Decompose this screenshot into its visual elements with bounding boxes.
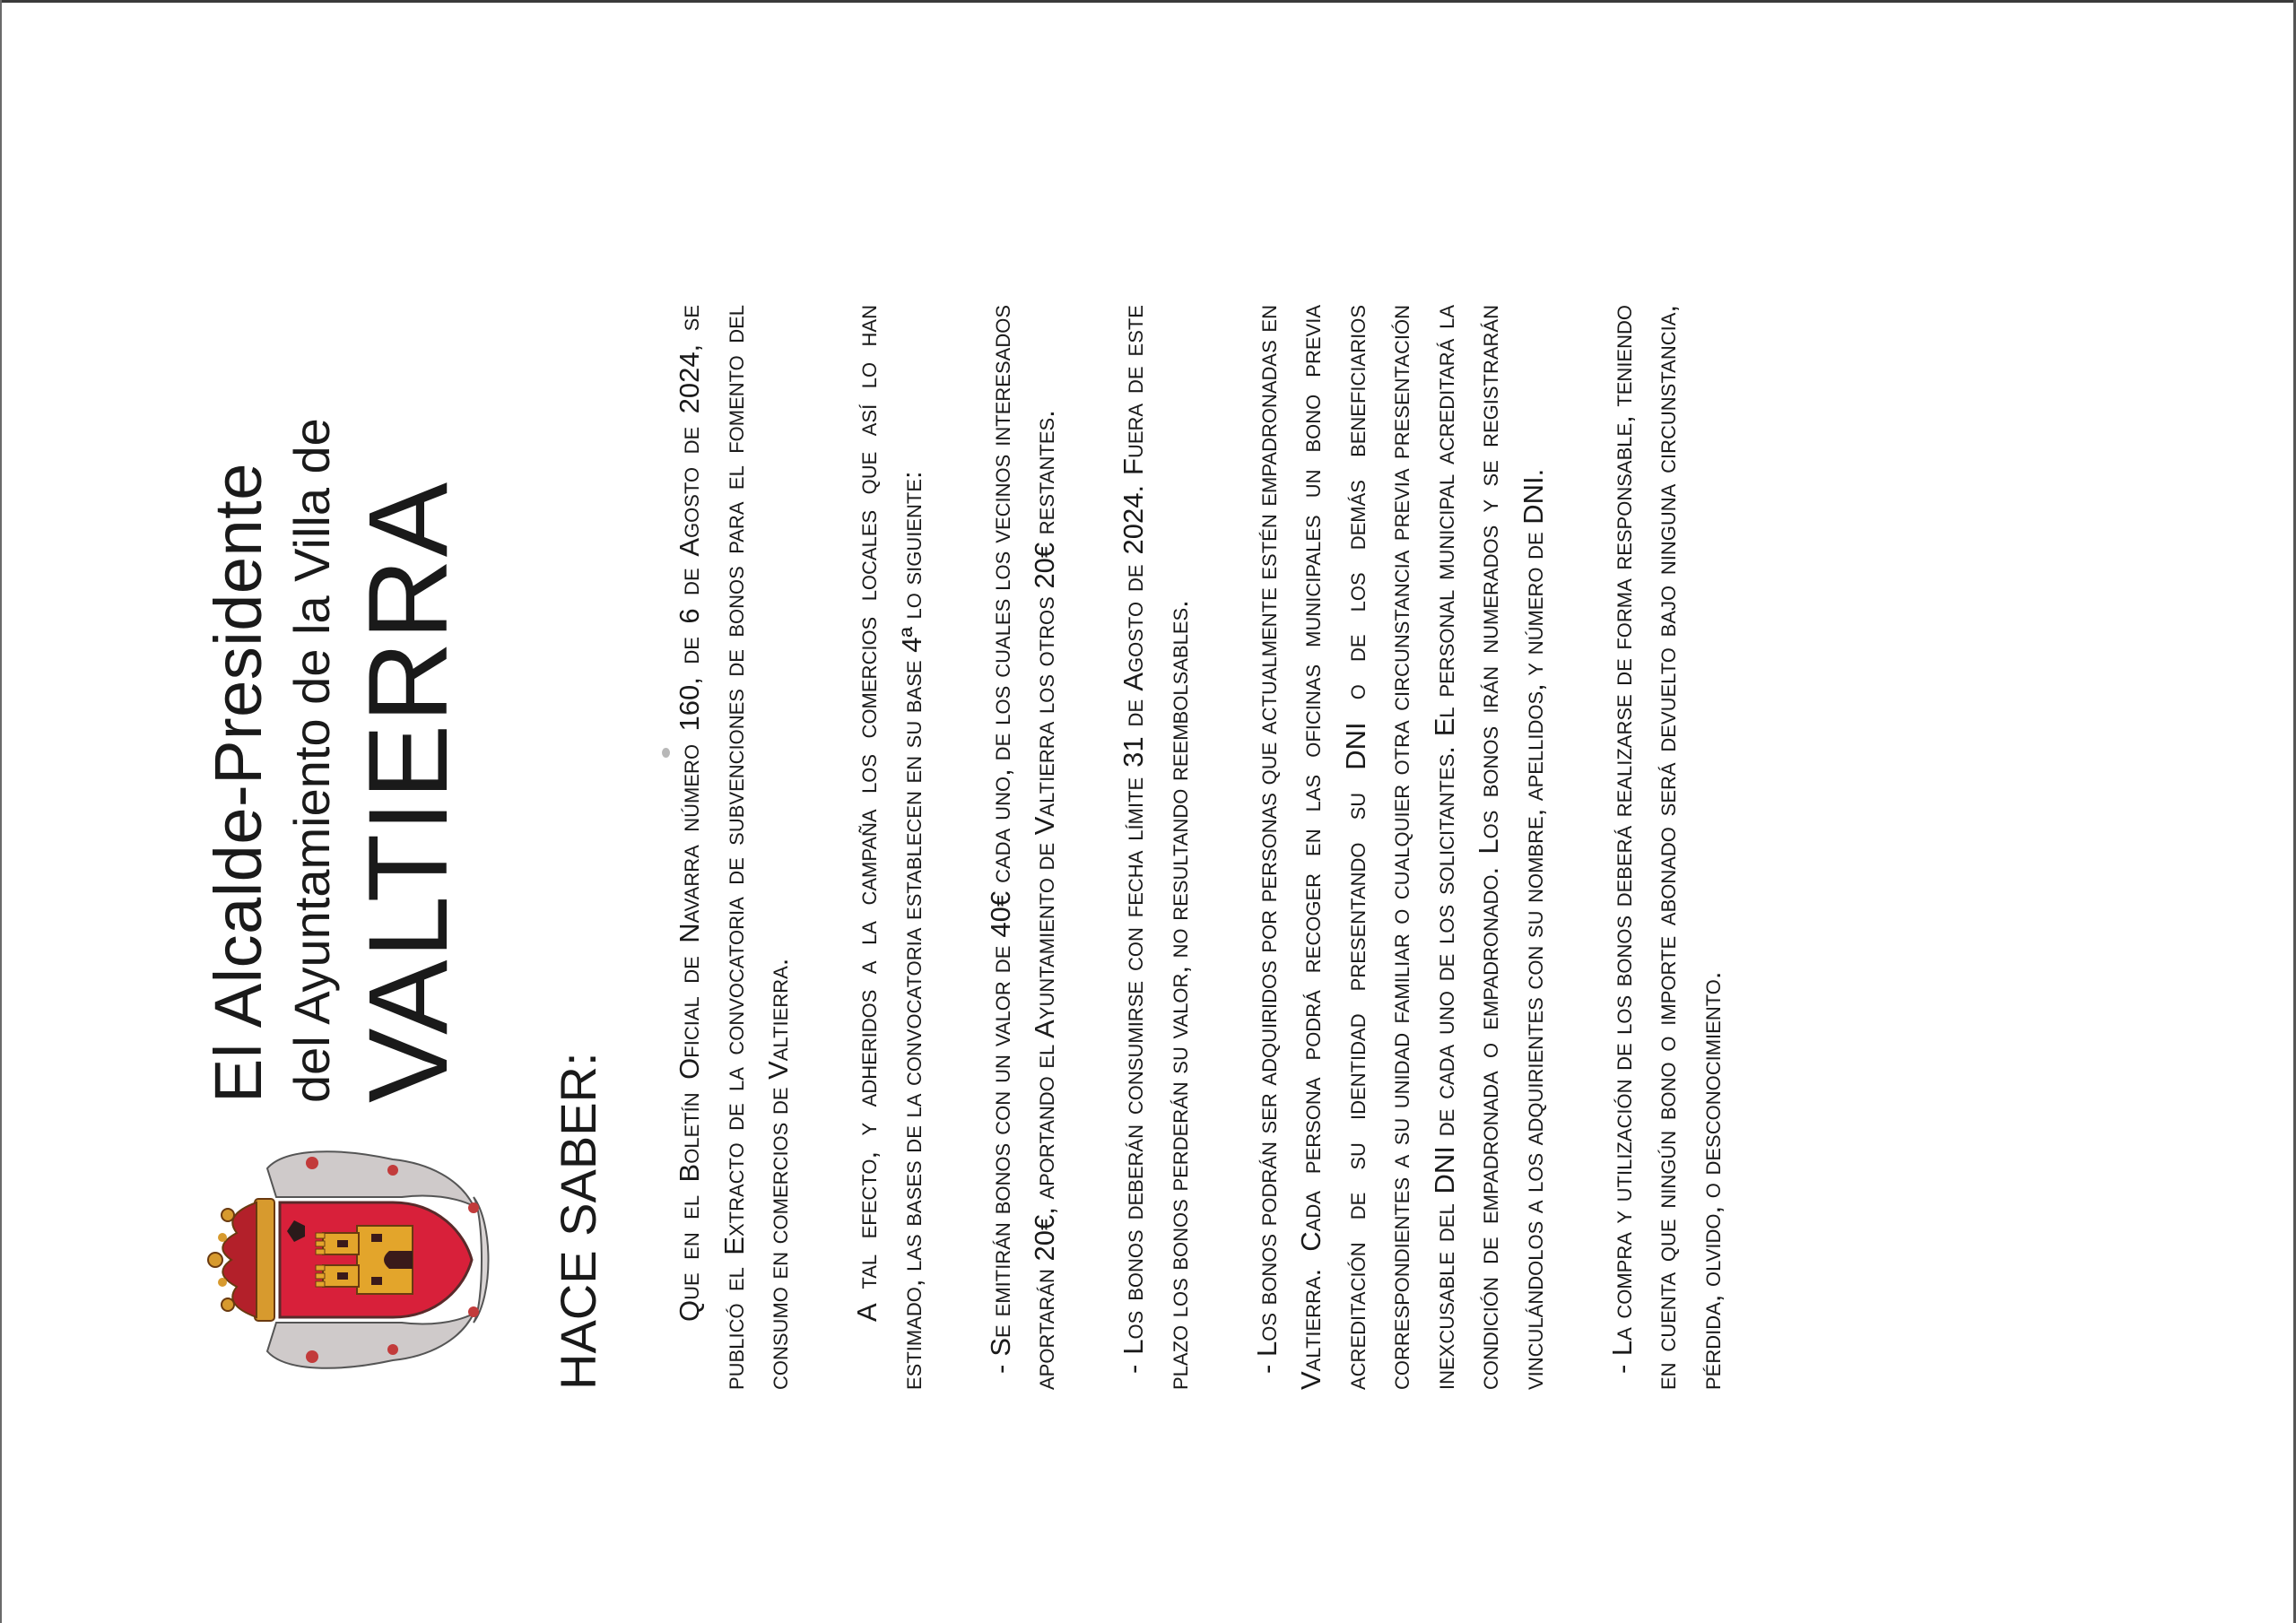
notice-body bbox=[667, 305, 1778, 1390]
title-town: VALTIERRA bbox=[346, 480, 471, 1103]
coat-of-arms-icon bbox=[204, 1143, 500, 1376]
paragraph-campaign: A tal efecto, y adheridos a la campaña los comercios locales que así lo han estimado, las bases de la convocatoria establecen en su base 4ª lo siguiente: bbox=[851, 305, 927, 1390]
paragraph-bond-value: - Se emitirán bonos con un valor de 40€ cada uno, de los cuales los vecinos interesados aportarán 20€, aportando el Ayuntamiento de Valtierra los otros 20€ restantes. bbox=[984, 305, 1060, 1390]
title-mayor: El Alcalde-Presidente bbox=[201, 463, 275, 1103]
title-council: del Ayuntamiento de la Villa de bbox=[283, 418, 340, 1103]
paragraph-responsible-use: - La compra y utilización de los bonos deberá realizarse de forma responsable, teniendo en cuenta que ningún bono o importe abonado será devuelto bajo ninguna circunstancia, pérdida, olvido, o desconocimiento. bbox=[1605, 305, 1726, 1390]
section-heading: HACE SABER: bbox=[550, 1052, 606, 1390]
paragraph-publication: Que en el Boletín Oficial de Navarra número 160, de 6 de Agosto de 2024, se publicó el Extracto de la convocatoria de subvenciones de bonos para el fomento del consumo en comercios de Valtierra. bbox=[674, 305, 794, 1390]
title-block bbox=[199, 117, 471, 1103]
paragraph-deadline: - Los bonos deberán consumirse con fecha límite 31 de Agosto de 2024. Fuera de este plazo los bonos perderán su valor, no resultando reembolsables. bbox=[1118, 305, 1194, 1390]
paragraph-eligibility: - Los bonos podrán ser adquiridos por personas que actualmente estén empadronadas en Valtierra. Cada persona podrá recoger en las oficinas municipales un bono previa acreditación de su identidad presentando su DNI o de los demás beneficiarios correspondientes a su unidad familiar o cualquier otra circunstancia previa presentación inexcusable del DNI de cada uno de los solicitantes. El personal municipal acreditará la condición de empadronada o empadronado. Los bonos irán numerados y se registrarán vinculándolos a los adquirientes con su nombre, apellidos, y número de DNI. bbox=[1250, 305, 1549, 1390]
